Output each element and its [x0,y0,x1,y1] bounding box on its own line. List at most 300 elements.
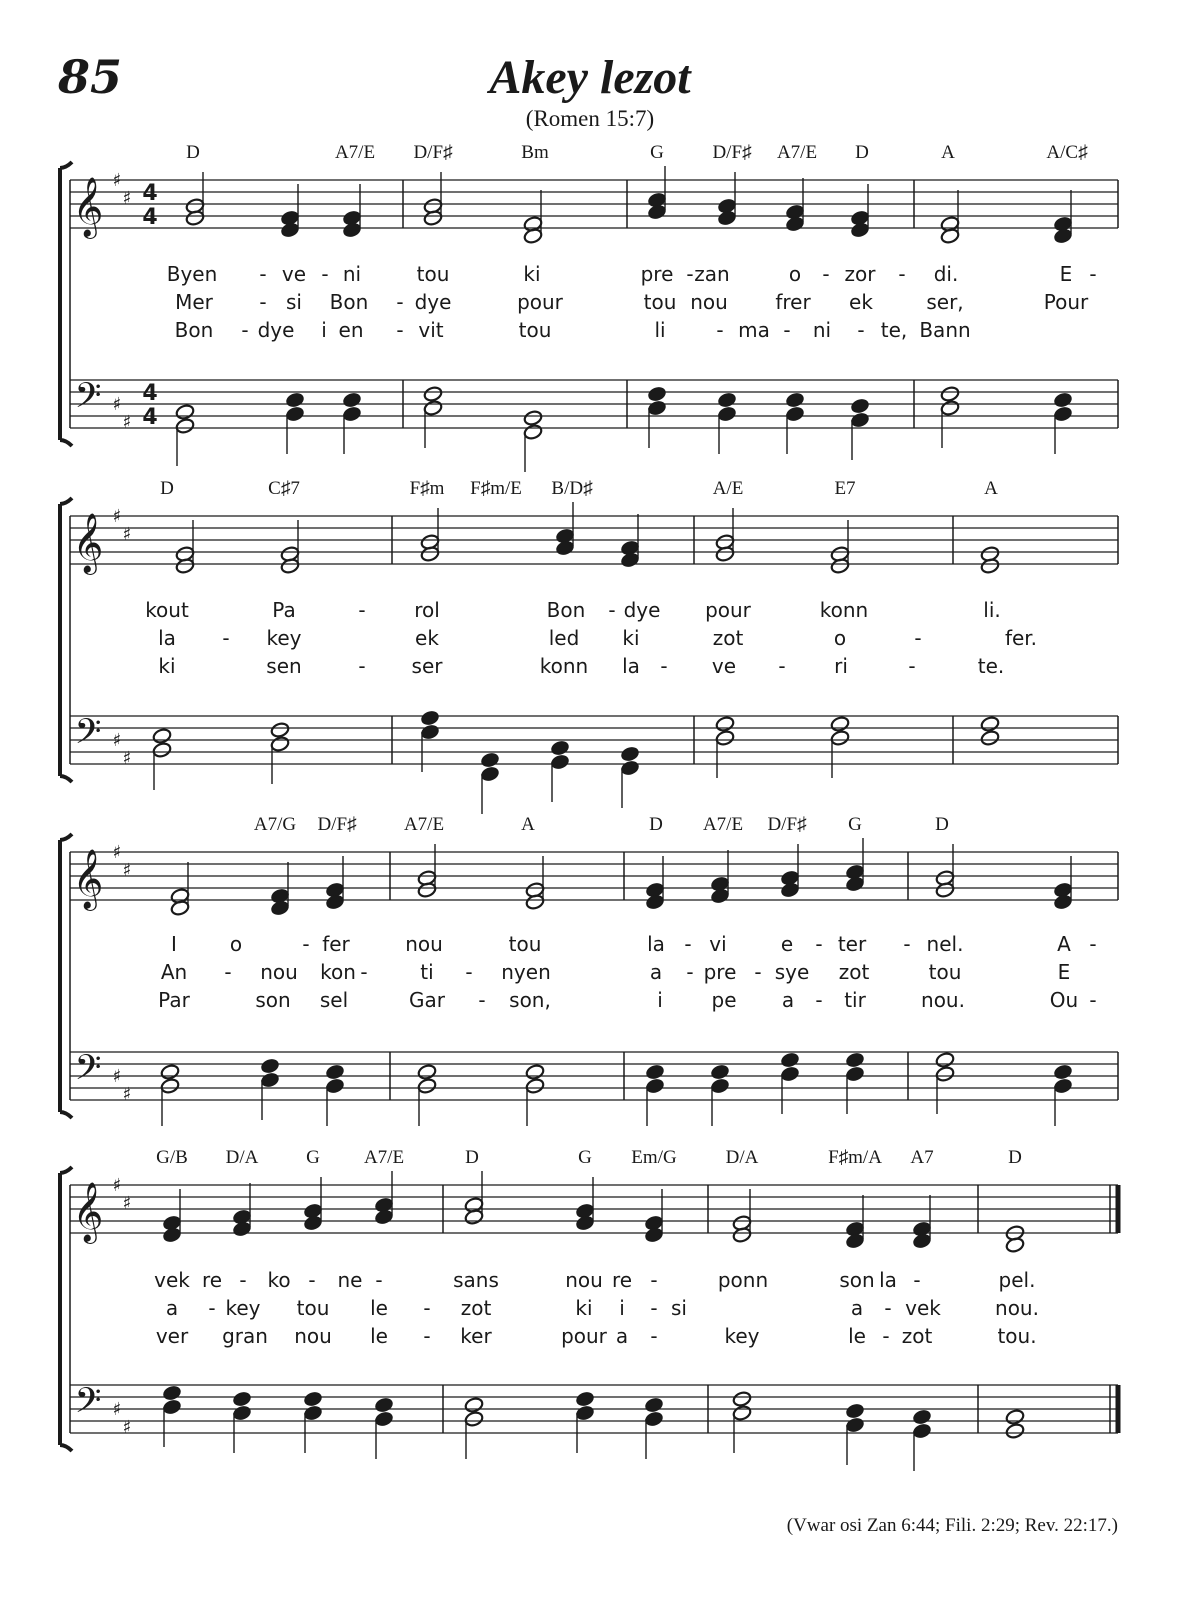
sharp-icon: ♯ [122,412,132,433]
treble-notehead [342,221,362,238]
lyric-verse-2: i [619,1296,625,1320]
chord-symbol: A7/E [334,142,376,163]
treble-notehead [717,209,737,226]
lyric-verse-1: e [780,932,794,956]
bass-notehead [935,1051,955,1068]
lyric-verse-2: - [754,960,762,984]
lyric-verse-1: - [1089,932,1097,956]
bass-notehead [912,1408,932,1425]
lyric-verse-1: li. [983,598,1001,622]
hymn-number: 85 [58,50,123,104]
lyric-verse-1: Pa [272,598,296,622]
lyric-verse-1: o [229,932,243,956]
lyric-verse-2: Bon [329,290,369,314]
scripture-references: (Vwar osi Zan 6:44; Fili. 2:29; Rev. 22:17.) [786,1515,1118,1536]
bass-notehead [575,1390,595,1407]
lyric-verse-3: - [908,654,916,678]
bass-notehead [342,405,362,422]
bass-notehead [715,715,735,732]
bass-notehead [644,1410,664,1427]
treble-notehead [325,893,345,910]
treble-notehead [185,209,205,226]
bass-notehead [845,1065,865,1082]
lyric-verse-1: ter [837,932,867,956]
chord-symbol: C♯7 [268,478,300,499]
lyric-verse-2: a [165,1296,179,1320]
lyric-verse-3: ni [812,318,832,342]
bass-notehead [845,1402,865,1419]
chord-symbol: E7 [834,478,856,499]
bass-notehead [464,1410,484,1427]
lyric-verse-3: i [321,318,327,342]
chord-symbol: D/F♯ [413,142,453,163]
treble-notehead [935,881,955,898]
chord-symbol: D [935,814,949,835]
lyric-verse-3: ki [158,654,176,678]
lyric-verse-2: - [224,960,232,984]
treble-notehead [270,899,290,916]
lyric-verse-1: - [898,262,906,286]
lyric-verse-1: A [1057,932,1071,956]
lyric-verse-1: ni [342,262,362,286]
treble-notehead [715,545,735,562]
bass-notehead [162,1384,182,1401]
lyric-verse-1: vek [154,1268,190,1292]
lyric-verse-3: pour [561,1324,607,1348]
chord-symbol: A7/E [403,814,445,835]
lyric-verse-2: key [266,626,302,650]
lyric-verse-2: fer. [1004,626,1038,650]
lyric-verse-1: re [611,1268,633,1292]
treble-notehead [417,881,437,898]
lyric-verse-3: tir [844,988,866,1012]
bass-notehead [152,741,172,758]
lyric-verse-3: sel [319,988,349,1012]
bass-notehead [480,765,500,782]
lyric-verse-2: a [850,1296,864,1320]
lyric-verse-1: - [913,1268,921,1292]
bass-clef-icon: 𝄢 [74,1047,102,1096]
bass-notehead [620,759,640,776]
time-signature-bottom: 4 [142,405,158,430]
lyric-verse-2: si [671,1296,687,1320]
lyric-verse-2: - [914,626,922,650]
bass-notehead [780,1051,800,1068]
chord-symbol: A [521,814,535,835]
lyric-verse-2: ki [575,1296,593,1320]
bass-notehead [325,1077,345,1094]
lyric-verse-3: i [657,988,663,1012]
lyric-verse-3: pe [711,988,737,1012]
lyric-verse-1: - [239,1268,247,1292]
bass-notehead [374,1396,394,1413]
lyric-verse-3: zot [901,1324,933,1348]
lyric-verse-2: - [208,1296,216,1320]
lyric-verse-3: te. [977,654,1005,678]
bass-notehead [647,399,667,416]
bass-notehead [645,1077,665,1094]
bass-notehead [260,1071,280,1088]
bass-notehead [270,735,290,752]
chord-symbol: Em/G [631,1147,677,1168]
scripture-subtitle: (Romen 15:7) [525,106,655,131]
bass-notehead [645,1063,665,1080]
treble-notehead [232,1220,252,1237]
lyric-verse-1: - [308,1268,316,1292]
lyric-verse-1: son [839,1268,875,1292]
lyric-verse-3: ver [155,1324,189,1348]
lyric-verse-2: zot [838,960,870,984]
lyric-verse-2: pre [703,960,737,984]
lyric-verse-3: tou. [997,1324,1037,1348]
chord-symbol: D/F♯ [712,142,752,163]
lyric-verse-2: zot [712,626,744,650]
treble-notehead [423,209,443,226]
lyric-verse-2: - [686,960,694,984]
bass-notehead [1053,391,1073,408]
lyric-verse-1: - [903,932,911,956]
bass-notehead [620,745,640,762]
treble-notehead [280,221,300,238]
treble-notehead [1053,893,1073,910]
sharp-icon: ♯ [122,1417,132,1438]
chord-symbol: B/D♯ [551,478,593,499]
lyric-verse-2: ti [420,960,434,984]
bass-notehead [374,1410,394,1427]
lyric-verse-2: tou [643,290,677,314]
lyric-verse-2: pour [517,290,563,314]
chord-symbol: D/A [225,1147,259,1168]
lyric-verse-1: - [686,262,694,286]
lyric-verse-3: dye [257,318,295,342]
lyric-verse-1: re [201,1268,223,1292]
chord-symbol: D [186,142,200,163]
bass-notehead [480,751,500,768]
sharp-icon: ♯ [112,1066,122,1087]
lyric-verse-3: - [423,1324,431,1348]
lyric-verse-3: te, [880,318,908,342]
lyric-verse-1: o [788,262,802,286]
treble-notehead [785,215,805,232]
lyric-verse-2: frer [775,290,811,314]
lyric-verse-2: - [396,290,404,314]
lyric-verse-3: - [716,318,724,342]
chord-symbol: F♯m/E [470,478,522,499]
time-signature-top: 4 [142,381,158,406]
lyric-verse-3: a [615,1324,629,1348]
lyric-verse-3: Par [158,988,190,1012]
bass-notehead [175,417,195,434]
treble-notehead [420,545,440,562]
lyric-verse-3: ser [411,654,443,678]
lyric-verse-1: la [879,1268,897,1292]
lyric-verse-3: - [778,654,786,678]
lyric-verse-3: konn [539,654,589,678]
treble-notehead [732,1226,752,1243]
bass-notehead [845,1051,865,1068]
lyric-verse-2: - [465,960,473,984]
lyric-verse-1: vi [709,932,727,956]
lyric-verse-3: key [724,1324,760,1348]
lyric-verse-2: ser, [926,290,964,314]
bass-notehead [525,1077,545,1094]
lyric-verse-1: ki [523,262,541,286]
lyric-verse-3: ve [711,654,737,678]
bass-notehead [647,385,667,402]
bass-notehead [260,1057,280,1074]
sharp-icon: ♯ [122,524,132,545]
lyric-verse-1: - [650,1268,658,1292]
bass-clef-icon: 𝄢 [74,375,102,424]
lyric-verse-1: nel. [926,932,964,956]
sharp-icon: ♯ [112,394,122,415]
lyric-verse-1: ponn [717,1268,769,1292]
bass-notehead [523,409,543,426]
bass-notehead [423,385,443,402]
lyric-verse-2: le [370,1296,388,1320]
bass-notehead [732,1390,752,1407]
lyric-verse-1: - [259,262,267,286]
lyric-verse-3: - [783,318,791,342]
treble-notehead [645,893,665,910]
chord-symbol: D [1008,1147,1022,1168]
bass-notehead [850,411,870,428]
lyric-verse-2: nou [260,960,298,984]
treble-clef-icon: 𝄞 [72,1182,104,1242]
lyric-verse-1: - [302,932,310,956]
bass-notehead [525,1063,545,1080]
bass-notehead [285,391,305,408]
lyric-verse-3: ri [834,654,848,678]
lyric-verse-2: - [884,1296,892,1320]
treble-clef-icon: 𝄞 [72,177,104,237]
chord-symbol: D/A [725,1147,759,1168]
lyric-verse-3: - [358,654,366,678]
lyric-verse-2: led [548,626,580,650]
lyric-verse-2: - [222,626,230,650]
bass-notehead [780,1065,800,1082]
treble-notehead [644,1226,664,1243]
lyric-verse-1: pel. [998,1268,1036,1292]
lyric-verse-1: zan [694,262,730,286]
lyric-verse-1: - [1089,262,1097,286]
chord-symbol: G/B [156,1147,188,1168]
lyric-verse-1: di. [933,262,959,286]
lyric-verse-2: zot [460,1296,492,1320]
lyric-verse-3: le [848,1324,866,1348]
bass-notehead [575,1404,595,1421]
chord-symbol: G [578,1147,592,1168]
lyric-verse-1: konn [819,598,869,622]
lyric-verse-2: - [650,1296,658,1320]
treble-notehead [170,899,190,916]
bass-notehead [160,1077,180,1094]
lyric-verse-2: nou [690,290,728,314]
treble-notehead [850,221,870,238]
sharp-icon: ♯ [112,1175,122,1196]
sharp-icon: ♯ [112,730,122,751]
lyric-verse-1: nou [405,932,443,956]
chord-symbol: G [650,142,664,163]
chord-symbol: F♯m [409,478,445,499]
sharp-icon: ♯ [112,1399,122,1420]
bass-notehead [710,1077,730,1094]
sharp-icon: ♯ [122,1084,132,1105]
lyric-verse-2: - [259,290,267,314]
treble-notehead [980,557,1000,574]
bass-notehead [980,715,1000,732]
lyric-verse-3: son [255,988,291,1012]
lyric-verse-2: tou [928,960,962,984]
treble-notehead [830,557,850,574]
bass-notehead [715,729,735,746]
treble-notehead [912,1232,932,1249]
lyric-verse-3: la [622,654,640,678]
lyric-verse-2: kon [320,960,356,984]
treble-notehead [940,227,960,244]
lyric-verse-3: - [396,318,404,342]
lyric-verse-2: a [649,960,663,984]
treble-notehead [523,227,543,244]
lyric-verse-3: - [815,988,823,1012]
lyric-verse-3: en [338,318,364,342]
bass-notehead [980,729,1000,746]
lyric-verse-1: E [1059,262,1073,286]
lyric-verse-3: - [241,318,249,342]
bass-notehead [785,405,805,422]
lyric-verse-1: rol [414,598,440,622]
lyric-verse-3: - [660,654,668,678]
lyric-verse-1: - [321,262,329,286]
lyric-verse-1: ko [267,1268,291,1292]
bass-notehead [420,709,440,726]
treble-notehead [845,875,865,892]
chord-symbol: D [465,1147,479,1168]
bass-notehead [732,1404,752,1421]
bass-notehead [550,739,570,756]
lyric-verse-1: kout [145,598,189,622]
chord-symbol: A [984,478,998,499]
lyric-verse-2: o [833,626,847,650]
chord-symbol: Bm [521,142,549,163]
bass-notehead [717,391,737,408]
treble-notehead [162,1226,182,1243]
treble-notehead [175,557,195,574]
lyric-verse-3: - [650,1324,658,1348]
chord-symbol: A/E [712,478,744,499]
bass-notehead [845,1416,865,1433]
bass-notehead [1053,1063,1073,1080]
lyric-verse-2: nyen [501,960,551,984]
bass-notehead [935,1065,955,1082]
lyric-verse-3: - [882,1324,890,1348]
lyric-verse-2: ki [622,626,640,650]
treble-notehead [1053,227,1073,244]
lyric-verse-2: la [158,626,176,650]
treble-notehead [525,893,545,910]
treble-notehead [303,1214,323,1231]
bass-notehead [1005,1408,1025,1425]
chord-symbol: A7/G [253,814,297,835]
chord-symbol: F♯m/A [828,1147,882,1168]
bass-notehead [644,1396,664,1413]
treble-notehead [575,1214,595,1231]
treble-notehead [780,881,800,898]
sharp-icon: ♯ [112,506,122,527]
lyric-verse-2: E [1057,960,1071,984]
lyric-verse-2: - [360,960,368,984]
bass-notehead [342,391,362,408]
lyric-verse-2: vek [905,1296,941,1320]
lyric-verse-3: Bann [919,318,971,342]
bass-notehead [1053,405,1073,422]
bass-notehead [232,1390,252,1407]
sharp-icon: ♯ [112,842,122,863]
lyric-verse-1: tou [416,262,450,286]
chord-symbol: D/F♯ [767,814,807,835]
lyric-verse-3: gran [222,1324,268,1348]
lyric-verse-2: dye [414,290,452,314]
chord-symbol: D [855,142,869,163]
lyric-verse-1: Byen [166,262,218,286]
chord-symbol: A [941,142,955,163]
lyric-verse-1: pour [705,598,751,622]
bass-notehead [940,385,960,402]
lyric-verse-1: nou [565,1268,603,1292]
lyric-verse-3: tou [518,318,552,342]
bass-notehead [717,405,737,422]
sharp-icon: ♯ [122,860,132,881]
bass-notehead [420,723,440,740]
bass-clef-icon: 𝄢 [74,1380,102,1429]
lyric-verse-1: la [647,932,665,956]
bass-notehead [830,715,850,732]
lyric-verse-3: nou [294,1324,332,1348]
treble-notehead [374,1208,394,1225]
chord-symbol: A7/E [776,142,818,163]
lyric-verse-1: zor [844,262,876,286]
chord-symbol: G [306,1147,320,1168]
lyric-verse-1: dye [623,598,661,622]
lyric-verse-2: tou [296,1296,330,1320]
treble-notehead [620,551,640,568]
treble-notehead [845,1232,865,1249]
lyric-verse-3: son, [509,988,551,1012]
treble-notehead [1005,1236,1025,1253]
bass-clef-icon: 𝄢 [74,711,102,760]
lyric-verse-3: a [781,988,795,1012]
sharp-icon: ♯ [122,188,132,209]
lyric-verse-3: nou. [921,988,965,1012]
lyric-verse-1: - [608,598,616,622]
chord-symbol: A7/E [363,1147,405,1168]
hymn-title: Akey lezot [489,51,691,104]
chord-symbol: D [649,814,663,835]
lyric-verse-1: ne [337,1268,363,1292]
lyric-verse-1: sans [453,1268,499,1292]
bass-notehead [325,1063,345,1080]
lyric-verse-3: sen [266,654,302,678]
lyric-verse-2: si [286,290,302,314]
lyric-verse-3: - [857,318,865,342]
lyric-verse-3: li [654,318,666,342]
lyric-verse-1: I [171,932,177,956]
lyric-verse-3: - [1089,988,1097,1012]
treble-notehead [280,557,300,574]
lyric-verse-2: ek [849,290,873,314]
lyric-verse-1: ve [281,262,307,286]
bass-notehead [423,399,443,416]
